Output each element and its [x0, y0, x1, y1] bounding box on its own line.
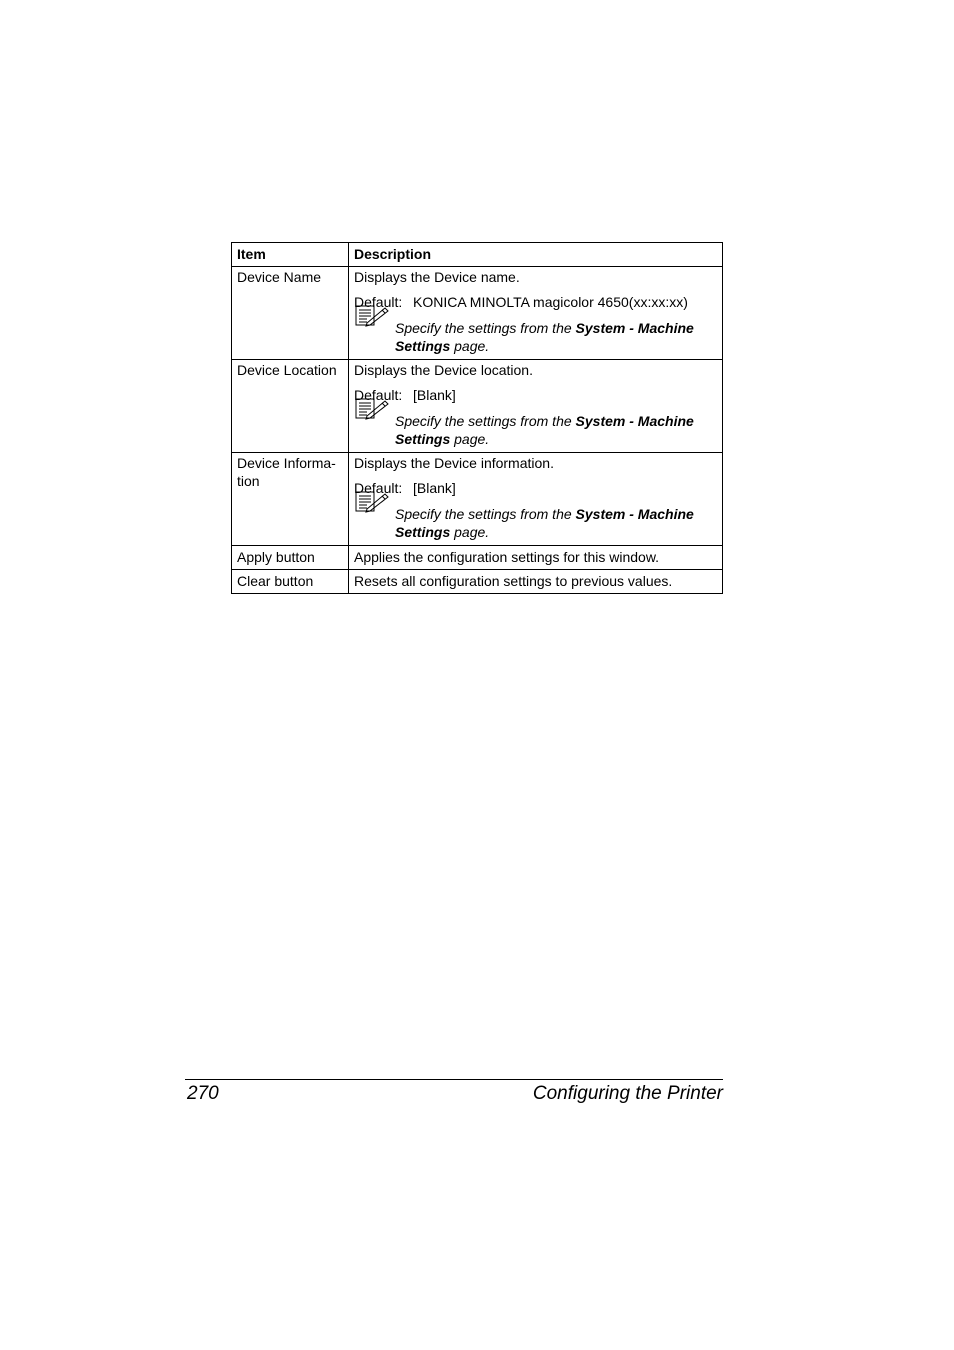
- item-cell: Device Name: [232, 267, 349, 360]
- default-label: Default:: [354, 480, 403, 496]
- note-pencil-icon: [355, 305, 389, 327]
- item-cell: Apply button: [232, 546, 349, 570]
- note-pencil-icon: [355, 491, 389, 513]
- note-text-post: page.: [450, 338, 490, 354]
- description-cell: Applies the configuration settings for this window.: [349, 546, 723, 570]
- default-value: KONICA MINOLTA magicolor 4650(xx:xx:xx): [413, 294, 688, 310]
- item-cell: [232, 453, 349, 546]
- note-text-pre: Specify the settings from the: [395, 413, 576, 429]
- default-line: [354, 293, 717, 311]
- note: [354, 412, 717, 448]
- default-line: [354, 479, 717, 497]
- description-cell: [349, 267, 723, 360]
- note-text-post: page.: [450, 524, 490, 540]
- column-header-item: Item: [232, 243, 349, 267]
- description-cell: [349, 453, 723, 546]
- settings-table: [231, 242, 723, 594]
- note-text-bold: System - Machine Settings: [395, 320, 694, 354]
- section-title: Configuring the Printer: [532, 1083, 723, 1104]
- item-text: Device Informa- tion: [237, 455, 336, 489]
- item-cell: Device Location: [232, 360, 349, 453]
- table-header-row: [232, 243, 723, 267]
- default-label: Default:: [354, 387, 403, 403]
- page-number: 270: [187, 1083, 219, 1104]
- default-line: [354, 386, 717, 404]
- table-row: [232, 453, 723, 546]
- item-cell: Clear button: [232, 570, 349, 594]
- default-value: [Blank]: [413, 480, 456, 496]
- description-text: Displays the Device name.: [354, 269, 520, 285]
- footer-divider: [185, 1079, 723, 1080]
- note-text-pre: Specify the settings from the: [395, 506, 576, 522]
- table-row: [232, 570, 723, 594]
- description-text: Displays the Device information.: [354, 455, 554, 471]
- note-text-pre: Specify the settings from the: [395, 320, 576, 336]
- column-header-description: Description: [349, 243, 723, 267]
- note-text-bold: System - Machine Settings: [395, 413, 694, 447]
- note-text-bold: System - Machine Settings: [395, 506, 694, 540]
- note: [354, 319, 717, 355]
- description-text: Displays the Device location.: [354, 362, 533, 378]
- note-pencil-icon: [355, 398, 389, 420]
- table-row: [232, 267, 723, 360]
- note-text-post: page.: [450, 431, 490, 447]
- description-cell: [349, 360, 723, 453]
- note: [354, 505, 717, 541]
- description-cell: Resets all configuration settings to previous values.: [349, 570, 723, 594]
- table-row: [232, 546, 723, 570]
- default-label: Default:: [354, 294, 403, 310]
- default-value: [Blank]: [413, 387, 456, 403]
- table-row: [232, 360, 723, 453]
